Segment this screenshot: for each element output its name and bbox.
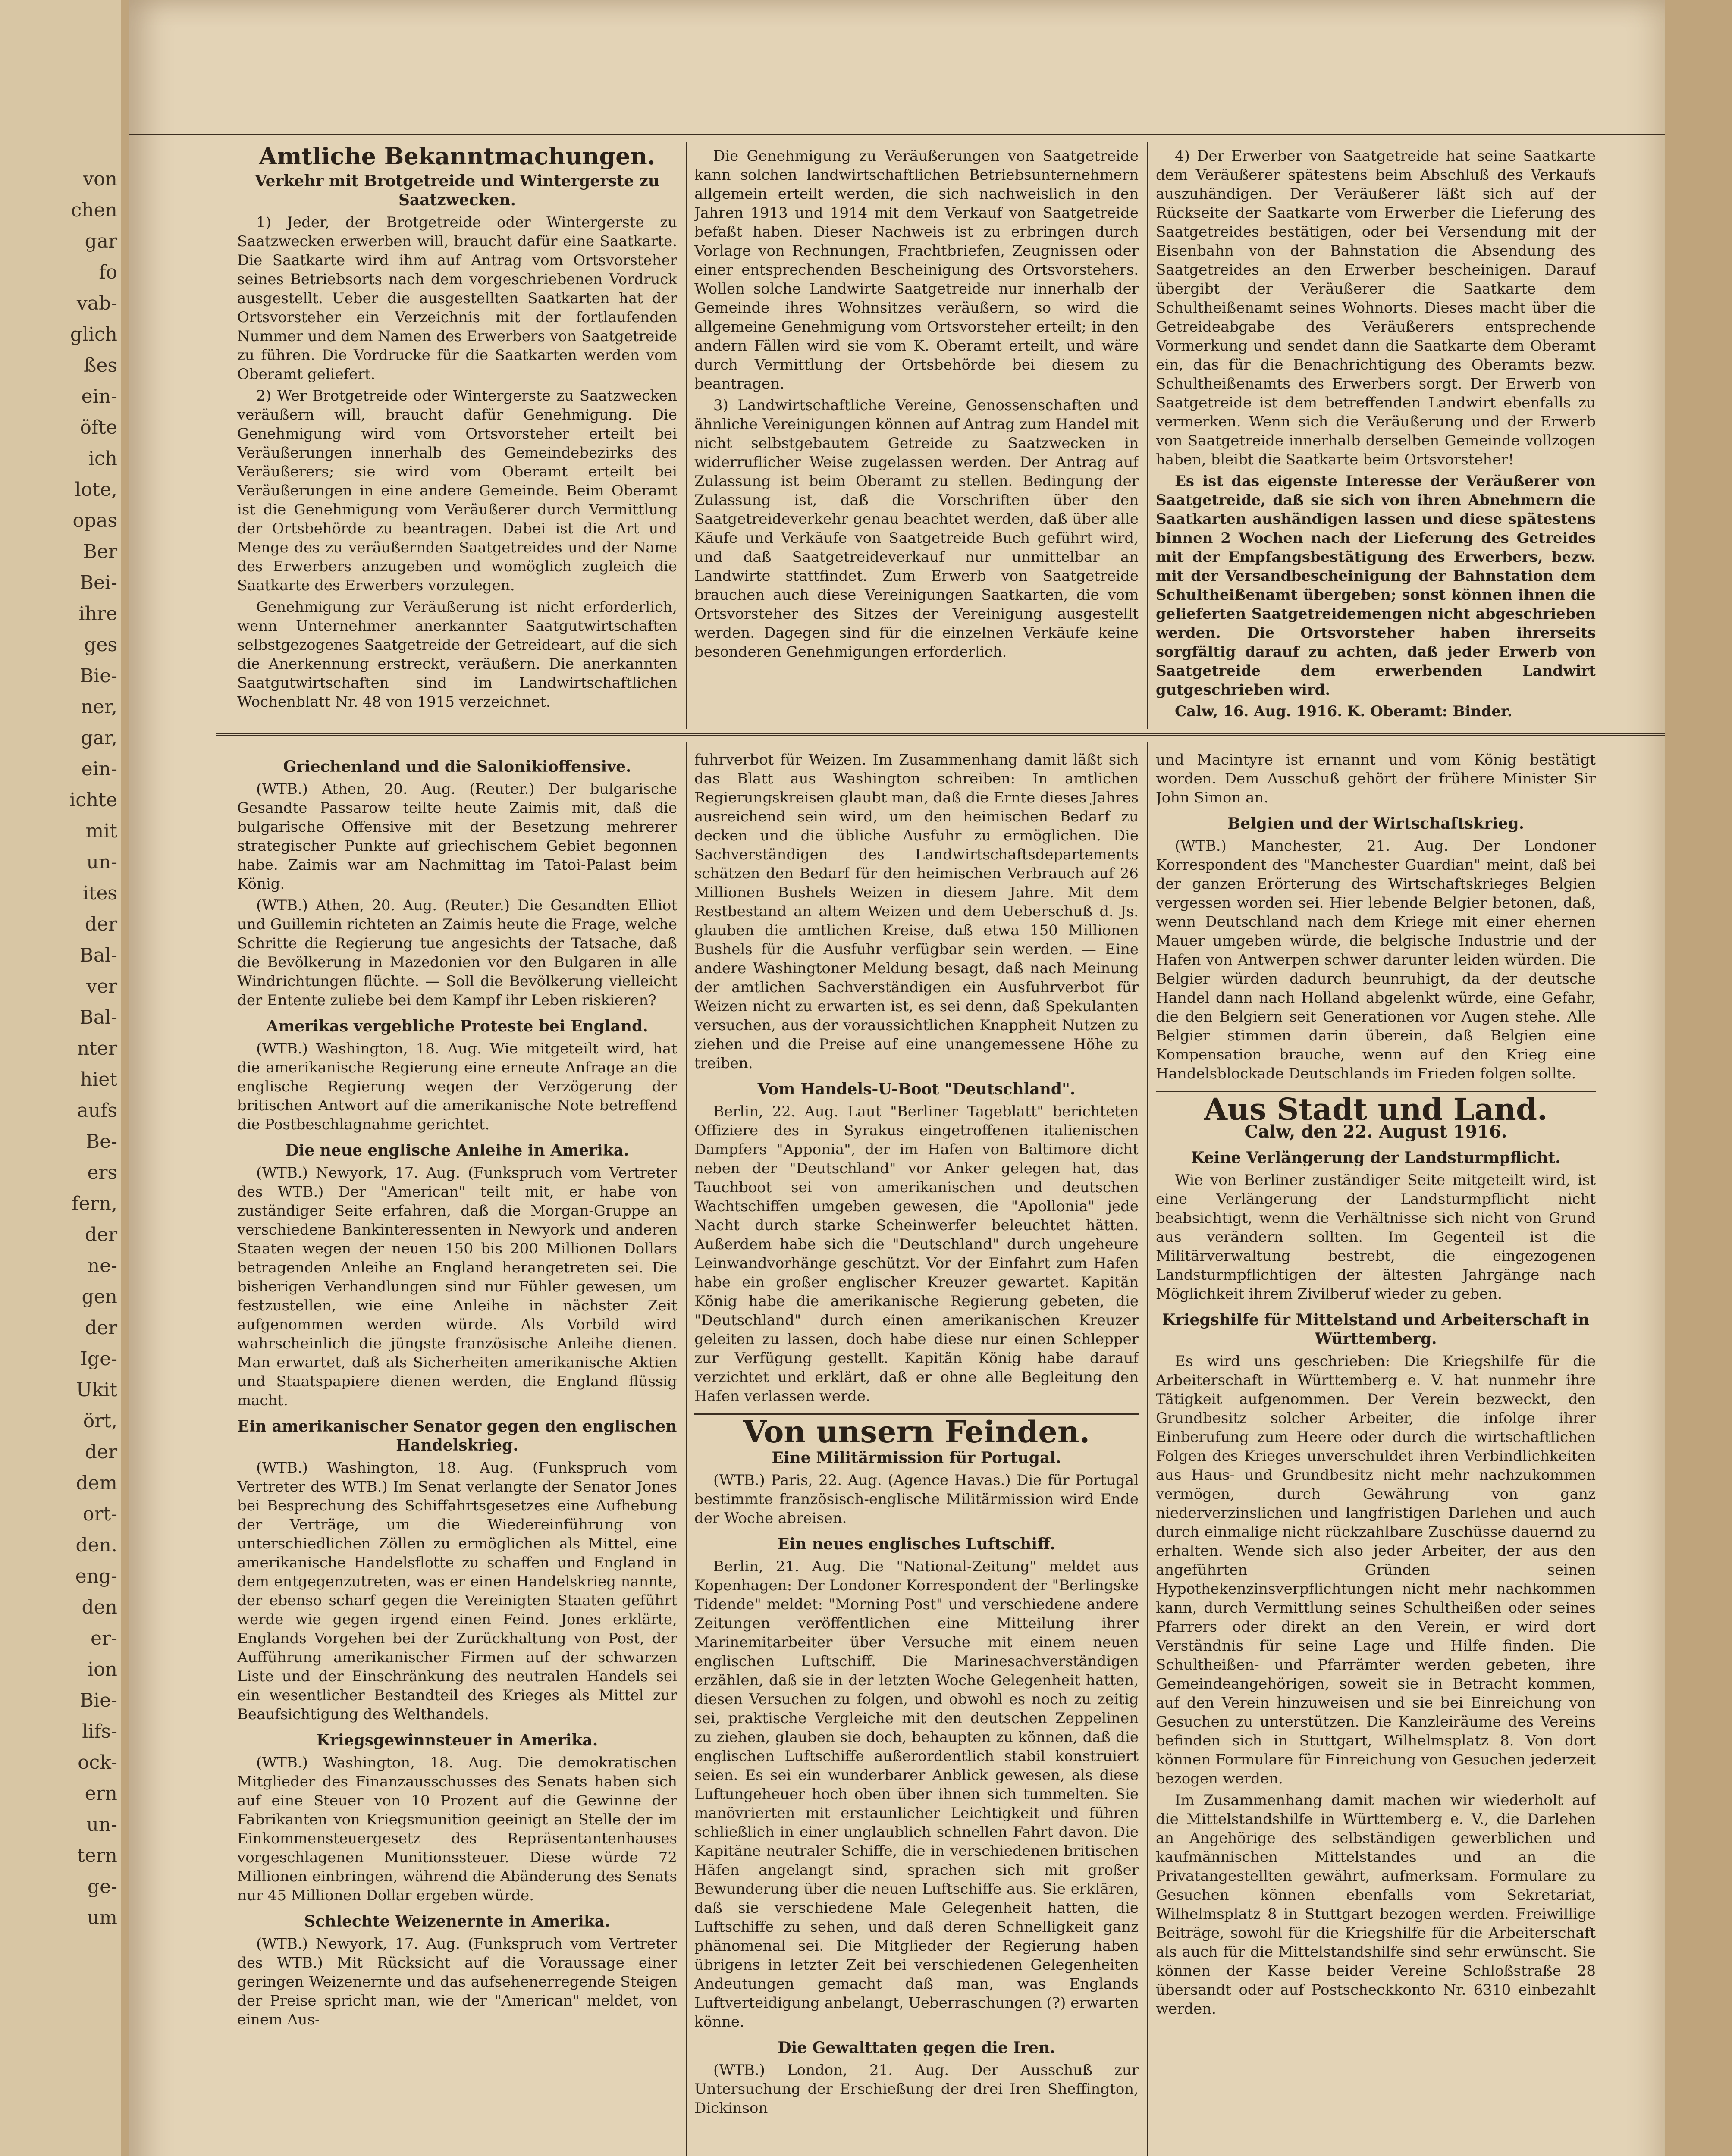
margin-fragment: ört, [83, 1410, 117, 1432]
newspaper-page [129, 0, 1665, 2156]
margin-fragment: Bal- [79, 944, 117, 966]
margin-fragment: ges [84, 634, 117, 656]
heading-weizenernte: Schlechte Weizenernte in Amerika. [304, 1912, 610, 1930]
column-rule [686, 142, 687, 729]
margin-fragment: glich [70, 323, 117, 345]
margin-fragment: ner, [81, 696, 117, 718]
margin-fragment: fo [99, 261, 117, 283]
article-paragraph: Im Zusammenhang damit machen wir wiederholt auf die Mittelstandshilfe in Württemberg e. V., die Darlehen an Angehörige des selbständigen gewerblichen und kaufmännischen Mittelstandes und an die Privatangestellten gewährt, aufmerksam. Formulare zu Gesuchen können ebenfalls vom Sekretariat, Wilhelmsplatz 8 in Stuttgart bezogen werden. Freiwillige Beiträge, sowohl für die Kriegshilfe für die Arbeiterschaft als auch für die Mittelstandshilfe sind sehr erwünscht. Sie können der Kasse beider Vereine Schloßstraße 28 übersandt oder auf Postscheckkonto Nr. 6310 einbezahlt werden. [1156, 1792, 1596, 2018]
margin-fragment: Bal- [79, 1006, 117, 1028]
margin-fragment: nter [77, 1037, 117, 1059]
article-paragraph: (WTB.) Newyork, 17. Aug. (Funkspruch vom Vertreter des WTB.) Der "American" teilt mit, er habe von zuständiger Seite erfahren, daß die Morgan-Gruppe an verschiedene Bankinteressenten in Newyork und anderen Staaten wegen der neuen 150 bis 200 Millionen Dollars betragenden Anleihe an England herangetreten sei. Die bisherigen Verhandlungen sind nur Fühler gewesen, um festzustellen, wie eine Anleihe in nächster Zeit aufgenommen werden würde. Als Vorbild wird wahrscheinlich die jüngste französische Anleihe dienen. Man erwartet, daß als Sicherheiten amerikanische Aktien und Staatspapiere dienen werden, die England flüssig macht. [237, 1164, 677, 1409]
news-column-1 [237, 750, 677, 2156]
heading-senator: Ein amerikanischer Senator gegen den englischen Handelskrieg. [237, 1417, 677, 1454]
article-paragraph: (WTB.) Paris, 22. Aug. (Agence Havas.) Die für Portugal bestimmte französisch-englische Militärmission wird Ende der Woche abreisen. [694, 1472, 1139, 1527]
heading-landsturmpflicht: Keine Verlängerung der Landsturmpflicht. [1191, 1149, 1561, 1167]
margin-fragment: der [85, 913, 117, 935]
margin-fragment: Ukit [76, 1379, 117, 1401]
heading-aus-stadt-und-land: Aus Stadt und Land. [1204, 1091, 1548, 1127]
heading-iren: Die Gewalttaten gegen die Iren. [778, 2039, 1055, 2057]
margin-fragment: un- [86, 1814, 117, 1836]
heading-griechenland: Griechenland und die Salonikioffensive. [283, 758, 631, 776]
margin-fragment: um [87, 1907, 117, 1929]
amtliche-column-1 [237, 147, 677, 724]
margin-fragment: der [85, 1441, 117, 1463]
news-column-2 [694, 750, 1139, 2156]
margin-fragment: un- [86, 851, 117, 873]
margin-fragment: fern, [72, 1193, 117, 1215]
margin-fragment-list [0, 0, 121, 1934]
article-paragraph: Berlin, 22. Aug. Laut "Berliner Tageblatt" berichteten Offiziere des in Syrakus eingetroffenen italienischen Dampfers "Apponia", der im Hafen von Baltimore dicht neben der "Deutschland" vor Anker gelegen hat, das Tauchboot sei von amerikanischen und deutschen Wachtschiffen umgeben gewesen, die "Apollonia" jede Nacht durch starke Scheinwerfer beleuchtet hätten. Außerdem habe sich die "Deutschland" durch ungeheure Leinwandvorhänge geschützt. Vor der Einfahrt zum Hafen habe ein großer englischer Kreuzer gewartet. Kapitän König habe die amerikanische Regierung gebeten, die "Deutschland" durch einen amerikanischen Kreuzer geleiten zu lassen, doch habe diese nur einen Schlepper zur Verfügung gestellt. Kapitän König habe darauf verzichtet und erklärt, daß er ohne alle Begleitung den Hafen verlassen werde. [694, 1103, 1139, 1405]
article-paragraph: (WTB.) London, 21. Aug. Der Ausschuß zur Untersuchung der Erschießung der drei Iren Sheffington, Dickinson [694, 2062, 1139, 2117]
article-paragraph: (WTB.) Athen, 20. Aug. (Reuter.) Der bulgarische Gesandte Passarow teilte heute Zaimis mit, daß die bulgarische Offensive mit der Besetzung mehrerer strategischer Punkte auf griechischem Gebiet begonnen habe. Zaimis war am Nachmittag im Tatoi-Palast beim König. [237, 780, 677, 893]
margin-fragment: ver [86, 975, 117, 997]
margin-fragment: dem [76, 1472, 117, 1494]
heading-militaermission: Eine Militärmission für Portugal. [772, 1449, 1061, 1467]
margin-fragment: gar, [81, 727, 117, 749]
heading-von-unsern-feinden: Von unsern Feinden. [743, 1414, 1090, 1450]
amtliche-para-5: 3) Landwirtschaftliche Vereine, Genossenschaften und ähnliche Vereinigungen können auf Antrag zum Handel mit nicht selbstgebautem Getreide zu Saatzwecken in widerruflicher Weise zugelassen werden. Der Antrag auf Zulassung ist beim Oberamt zu stellen. Bedingung der Zulassung ist, daß die Vorschriften über den Saatgetreideverkehr genau beachtet werden, daß über alle Käufe und Verkäufe von Saatgetreide Buch geführt wird, und daß Saatgetreideverkauf nur unmittelbar an Landwirte stattfindet. Zum Erwerb von Saatgetreide brauchen auch diese Vereinigungen Saatkarten, die vom Ortsvorsteher des Sitzes der Vereinigung ausgestellt werden. Dagegen sind für die einzelnen Verkäufe keine besonderen Genehmigungen erforderlich. [694, 397, 1139, 661]
margin-fragment: ites [82, 882, 117, 904]
margin-fragment: ein- [81, 758, 117, 780]
heading-amerikas-proteste: Amerikas vergebliche Proteste bei England. [266, 1017, 648, 1035]
article-paragraph: (WTB.) Washington, 18. Aug. Wie mitgeteilt wird, hat die amerikanische Regierung eine erneute Anfrage an die englische Regierung wegen der Verzögerung der britischen Antwort auf die amerikanische Note betreffend die Postbeschlagnahme gerichtet. [237, 1040, 677, 1133]
article-paragraph: Es wird uns geschrieben: Die Kriegshilfe für die Arbeiterschaft in Württemberg e. V. hat nunmehr ihre Tätigkeit aufgenommen. Der Verein bezweckt, den Grundbesitz solcher Arbeiter, die infolge ihrer Einberufung zum Heere oder durch die wirtschaftlichen Folgen des Krieges unverschuldet ihren Verbindlichkeiten aus Haus- und Grundbesitz nicht mehr nachzukommen vermögen, durch Gewährung von ganz niederverzinslichen und langfristigen Darlehen und auch durch einmalige nicht rückzahlbare Zuschüsse dauernd zu erhalten. Wende sich also jeder Arbeiter, der aus den angeführten Gründen seinen Hypothekenzinsverpflichtungen nicht mehr nachkommen kann, durch Vermittlung seines Schultheißen oder seines Pfarrers oder direkt an den Verein, er wird dort Verständnis für seine Lage und Hilfe finden. Die Schultheißen- und Pfarrämter werden gebeten, ihre Gemeindeangehörigen, soweit sie in Betracht kommen, auf den Verein hinzuweisen und sie bei Einreichung von Gesuchen zu unterstützen. Die Kanzleiräume des Vereins befinden sich in Stuttgart, Wilhelmsplatz 8. Von dort können Formulare für Einreichung von Gesuchen jederzeit bezogen werden. [1156, 1353, 1596, 1787]
amtliche-para-4: Die Genehmigung zu Veräußerungen von Saatgetreide kann solchen landwirtschaftlichen Betriebsunternehmern allgemein erteilt werden, die sich nachweislich in den Jahren 1913 und 1914 mit dem Verkauf von Saatgetreide befaßt haben. Dieser Nachweis ist zu erbringen durch Vorlage von Rechnungen, Frachtbriefen, Zeugnissen oder einer entsprechenden Bescheinigung des Ortsvorstehers. Wollen solche Landwirte Saatgetreide nur innerhalb der Gemeinde ihres Wohnsitzes veräußern, so wird die allgemeine Genehmigung vom Ortsvorsteher erteilt; in den andern Fällen wird sie vom K. Oberamt erteilt, und wäre durch Vermittlung der Ortsbehörde bei diesem zu beantragen. [694, 147, 1139, 392]
heading-kriegsgewinnsteuer: Kriegsgewinnsteuer in Amerika. [316, 1731, 598, 1749]
margin-fragment: lifs- [82, 1720, 117, 1742]
margin-fragment: den. [75, 1534, 117, 1556]
amtliche-para-6: 4) Der Erwerber von Saatgetreide hat seine Saatkarte dem Veräußerer spätestens beim Abschluß des Verkaufs auszuhändigen. Der Veräußerer läßt sich auf der Rückseite der Saatkarte vom Erwerber die Lieferung des Saatgetreides bestätigen, oder bei Versendung mit der Eisenbahn von der Bahnstation die Absendung des Saatgetreides an den Erwerber bescheinigen. Darauf übergibt der Veräußerer die Saatkarte dem Schultheißenamt seines Wohnorts. Dieses macht über die Getreideabgabe des Veräußerers entsprechende Vormerkung und sendet dann die Saatkarte dem Oberamt ein, das für die Benachrichtigung des Oberamts bezw. Schultheißenamts des Erwerbers sorgt. Der Erwerb von Saatgetreide ist dem betreffenden Landwirt ebenfalls zu vermerken. Wenn sich die Veräußerung und der Erwerb von Saatgetreide innerhalb derselben Gemeinde vollzogen haben, bleibt die Saatkarte beim Ortsvorsteher! [1156, 147, 1596, 468]
article-paragraph: Berlin, 21. Aug. Die "National-Zeitung" meldet aus Kopenhagen: Der Londoner Korrespondent der "Berlingske Tidende" meldet: "Morning Post" und verschiedene andere Zeitungen veröffentlichen eine Mitteilung ihrer Marinemitarbeiter über Versuche mit einem neuen englischen Luftschiff. Die Marinesachverständigen erzählen, daß sie in der letzten Woche Gelegenheit hatten, diesen Versuchen zu folgen, und obwohl es noch zu zeitig sei, praktische Vergleiche mit den deutschen Zeppelinen zu ziehen, glauben sie doch, behaupten zu können, daß die englischen Luftschiffe außerordentlich stabil konstruiert seien. Es sei ein wunderbarer Anblick gewesen, als diese Luftungeheuer hoch oben über ihnen sich tummelten. Sie manövrierten mit erstaunlicher Leichtigkeit und führen schließlich in einer unglaublich schnellen Fahrt davon. Die Kapitäne neutraler Schiffe, die in verschiedenen britischen Häfen angelangt sind, sprachen sich mit großer Bewunderung über die neuen Luftschiffe aus. Sie erklären, daß sie verschiedene Male Gelegenheit hatten, die Luftschiffe zu sehen, und daß deren Schnelligkeit ganz phänomenal sei. Die Mitglieder der Regierung haben übrigens in letzter Zeit bei verschiedenen Gelegenheiten Andeutungen gemacht daß man, was Englands Luftverteidigung anbelangt, Ueberraschungen (?) erwarten könne. [694, 1558, 1139, 2031]
article-paragraph: Wie von Berliner zuständiger Seite mitgeteilt wird, ist eine Verlängerung der Landsturmpflicht nicht beabsichtigt, wenn die Verhältnisse sich nicht von Grund aus verändern sollten. Im Gegenteil ist die Militärverwaltung bestrebt, die eingezogenen Landsturmpflichtigen der ältesten Jahrgänge nach Möglichkeit ihrem Zivilberuf wieder zu geben. [1156, 1172, 1596, 1303]
margin-fragment: aufs [77, 1100, 117, 1122]
margin-fragment: eng- [75, 1565, 117, 1587]
margin-fragment: ort- [82, 1503, 117, 1525]
margin-fragment: mit [85, 820, 117, 842]
margin-fragment: der [85, 1224, 117, 1246]
article-paragraph: (WTB.) Washington, 18. Aug. (Funkspruch vom Vertreter des WTB.) Im Senat verlangte der Senator Jones bei Besprechung des Schiffahrtsgesetzes eine Aufhebung der Verträge, um die Wiedereinführung von unterschiedlichen Zöllen zu ermöglichen als Mittel, eine amerikanische Handelsflotte zu schaffen und England in dem entgegenzutreten, was er einen Handelskrieg nannte, der ebenso scharf gegen die Vereinigten Staaten geführt werde wie gegen irgend einen Feind. Jones erklärte, Englands Vorgehen bei der Zurückhaltung von Post, der Aufführung amerikanischer Firmen auf der schwarzen Liste und der Einschränkung des neutralen Handels sei ein wesentlicher Bestandteil des Krieges als Mittel zur Beaufsichtigung des Welthandels. [237, 1459, 677, 1723]
margin-fragment: öfte [80, 417, 117, 439]
heading-belgien: Belgien und der Wirtschaftskrieg. [1227, 815, 1525, 833]
margin-fragment: er- [91, 1627, 117, 1649]
margin-fragment: Ige- [80, 1348, 117, 1370]
margin-fragment: von [83, 168, 117, 190]
amtliche-subtitle: Verkehr mit Brotgetreide und Wintergerste zu Saatzwecken. [254, 172, 660, 209]
margin-fragment: Ber [83, 541, 117, 563]
margin-fragment: opas [72, 510, 117, 532]
article-paragraph: (WTB.) Newyork, 17. Aug. (Funkspruch vom Vertreter des WTB.) Mit Rücksicht auf die Voraussage einer geringen Weizenernte und das aufsehenerregende Steigen der Preise spricht man, wie der "American" meldet, von einem Aus- [237, 1935, 677, 2028]
margin-fragment: tern [77, 1845, 117, 1867]
amtliche-signature: Calw, 16. Aug. 1916. K. Oberamt: Binder. [1175, 703, 1512, 720]
amtliche-title: Amtliche Bekanntmachungen. [259, 147, 656, 170]
top-rule [129, 134, 1665, 135]
column-rule [1147, 142, 1148, 729]
margin-fragment: gar [85, 230, 117, 252]
heading-handels-u-boot: Vom Handels-U-Boot "Deutschland". [757, 1080, 1076, 1098]
column-rule [1147, 742, 1148, 2156]
article-paragraph: fuhrverbot für Weizen. Im Zusammenhang damit läßt sich das Blatt aus Washington schreiben: In amtlichen Regierungskreisen glaubt man, daß die Ernte dieses Jahres ausreichend sein wird, um den heimischen Bedarf zu decken und die übliche Ausfuhr zu ermöglichen. Die Sachverständigen des Landwirtschaftsdepartements schätzen den Bedarf für den heimischen Verbrauch auf 26 Millionen Bushels Weizen in diesem Jahre. Mit dem Restbestand an altem Weizen und dem Ueberschuß d. Js. glauben die amtlichen Kreise, daß etwa 150 Millionen Bushels für die Ausfuhr verfügbar sein werden. — Eine andere Washingtoner Meldung besagt, daß nach Meinung der amtlichen Sachverständigen ein Ausfuhrverbot für Weizen nicht zu erwarten ist, es sei denn, daß Spekulanten versuchen, aus der voraussichtlichen Knappheit Nutzen zu ziehen und die Preise auf eine unangemessene Höhe zu treiben. [694, 751, 1139, 1072]
margin-fragment: gen [82, 1286, 117, 1308]
amtliche-para-7: Es ist das eigenste Interesse der Veräußerer von Saatgetreide, daß sie sich von ihren Abnehmern die Saatkarten aushändigen lassen und diese spätestens binnen 2 Wochen nach der Lieferung des Getreides mit der Empfangsbestätigung des Erwerbers, bezw. mit der Versandbescheinigung der Bahnstation dem Schultheißenamt übergeben; sonst können ihnen die gelieferten Saatgetreidemengen nicht abgeschrieben werden. Die Ortsvorsteher haben ihrerseits sorgfältig darauf zu achten, daß jeder Erwerb von Saatgetreide dem erwerbenden Landwirt gutgeschrieben wird. [1156, 473, 1596, 699]
article-paragraph: (WTB.) Manchester, 21. Aug. Der Londoner Korrespondent des "Manchester Guardian" meint, daß bei der ganzen Erörterung des Wirtschaftskrieges Belgien vergessen worden sei. Hier lebende Belgier betonen, daß, wenn Deutschland nach dem Kriege mit einer ehernen Mauer umgeben würde, die belgische Industrie und der Hafen von Antwerpen schwer darunter leiden würden. Die Belgier würden dadurch beunruhigt, da der deutsche Handel dann nach Holland abgelenkt würde, eine Gefahr, die den Belgiern seit Generationen vor Augen stehe. Alle Belgier stimmen darin überein, daß Belgien eine Kompensation brauche, wenn auf den Krieg eine Handelsblockade Deutschlands im Frieden folgen sollte. [1156, 837, 1596, 1082]
margin-fragment: vab- [76, 292, 117, 314]
margin-fragment: der [85, 1317, 117, 1339]
margin-fragment: Be- [85, 1131, 117, 1153]
margin-fragment: lote, [75, 479, 117, 501]
margin-fragment: chen [71, 199, 117, 221]
heading-kriegshilfe: Kriegshilfe für Mittelstand und Arbeiterschaft in Württemberg. [1162, 1311, 1590, 1348]
margin-fragment: Bei- [79, 572, 117, 594]
margin-fragment: ßes [83, 354, 117, 376]
margin-fragment: ihre [78, 603, 117, 625]
article-paragraph: (WTB.) Athen, 20. Aug. (Reuter.) Die Gesandten Elliot und Guillemin richteten an Zaimis heute die Frage, welche Schritte die Regierung tue angesichts der Tatsache, daß die Bevölkerung in Mazedonien vor den Bulgaren in alle Windrichtungen flüchte. — Soll die Bevölkerung vielleicht der Entente zuliebe bei dem Kampf ihr Leben riskieren? [237, 897, 677, 1009]
article-paragraph: und Macintyre ist ernannt und vom König bestätigt worden. Dem Ausschuß gehört der frühere Minister Sir John Simon an. [1156, 751, 1596, 806]
margin-fragment: ein- [81, 385, 117, 407]
section-rule [216, 733, 1665, 736]
column-rule [686, 742, 687, 2156]
margin-fragment: ge- [87, 1876, 117, 1898]
margin-fragment: ion [88, 1658, 117, 1680]
amtliche-para-3: Genehmigung zur Veräußerung ist nicht erforderlich, wenn Unternehmer anerkannter Saatgutwirtschaften selbstgezogenes Saatgetreide der Getreideart, auf die sich die Anerkennung erstreckt, veräußern. Die anerkannten Saatgutwirtschaften sind im Landwirtschaftlichen Wochenblatt Nr. 48 von 1915 verzeichnet. [237, 599, 677, 711]
heading-luftschiff: Ein neues englisches Luftschiff. [777, 1535, 1056, 1553]
margin-fragment: ich [88, 448, 117, 470]
article-paragraph: (WTB.) Washington, 18. Aug. Die demokratischen Mitglieder des Finanzausschusses des Senats haben sich auf eine Steuer von 10 Prozent auf die Gewinne der Fabrikanten von Kriegsmunition geeinigt an Stelle der im Einkommensteuergesetz des Repräsentantenhauses vorgeschlagenen Munitionssteuer. Diese würde 72 Millionen einbringen, während die Abänderung des Senats nur 45 Millionen Dollar ergeben würde. [237, 1754, 677, 1904]
heading-anleihe: Die neue englische Anleihe in Amerika. [285, 1141, 629, 1159]
margin-fragment: ock- [78, 1752, 117, 1774]
news-column-3 [1156, 750, 1596, 2156]
margin-fragment: den [82, 1596, 117, 1618]
margin-fragment: ne- [87, 1255, 117, 1277]
amtliche-column-2 [694, 147, 1139, 724]
amtliche-para-1: 1) Jeder, der Brotgetreide oder Wintergerste zu Saatzwecken erwerben will, braucht dafür eine Saatkarte. Die Saatkarte wird ihm auf Antrag vom Ortsvorsteher seines Betriebsorts nach dem vorgeschriebenen Vordruck ausgestellt. Ueber die ausgestellten Saatkarten hat der Ortsvorsteher ein Verzeichnis mit der fortlaufenden Nummer und dem Namen des Erwerbers von Saatgetreide zu führen. Die Vordrucke für die Saatkarten werden vom Oberamt geliefert. [237, 214, 677, 383]
margin-fragment: hiet [80, 1069, 117, 1091]
margin-fragment: ichte [69, 789, 117, 811]
margin-fragment: ern [85, 1783, 117, 1805]
amtliche-para-2: 2) Wer Brotgetreide oder Wintergerste zu Saatzwecken veräußern will, braucht dafür Genehmigung. Die Genehmigung wird vom Ortsvorsteher erteilt bei Veräußerungen innerhalb des Gemeindebezirks des Veräußerers; sie wird vom Oberamt erteilt bei Veräußerungen in eine andere Gemeinde. Beim Oberamt ist die Genehmigung vom Veräußerer durch Vermittlung der Ortsbehörde zu beantragen. Dabei ist die Art und Menge des zu veräußernden Saatgetreides und der Name des Erwerbers anzugeben und womöglich zugleich die Saatkarte des Erwerbers vorzulegen. [237, 387, 677, 594]
amtliche-column-3 [1156, 147, 1596, 724]
margin-fragment: Bie- [79, 1689, 117, 1711]
dateline: Calw, den 22. August 1916. [1244, 1122, 1507, 1142]
previous-page-margin [0, 0, 121, 2156]
margin-fragment: ers [87, 1162, 117, 1184]
margin-fragment: Bie- [79, 665, 117, 687]
